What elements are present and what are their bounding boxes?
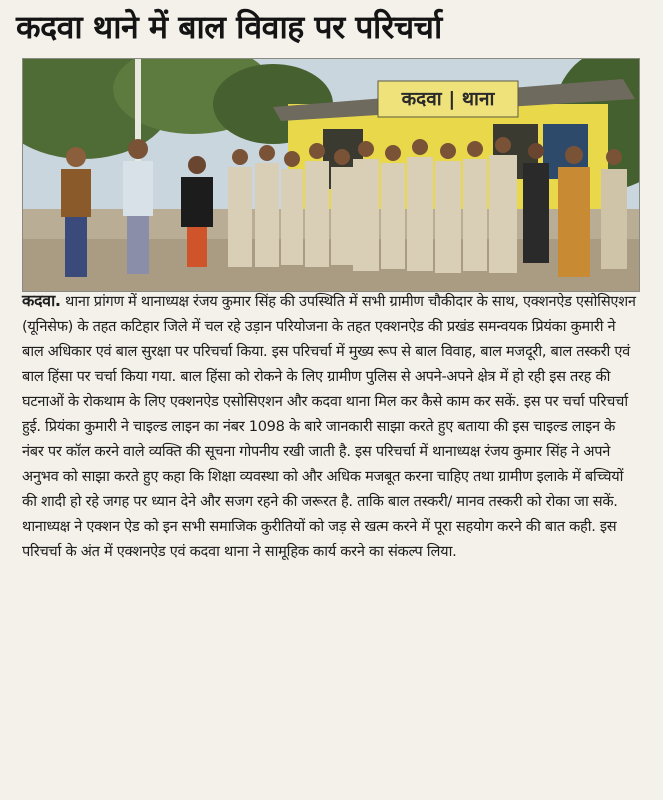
photo-sign-text: कदवा | थाना: [401, 88, 495, 110]
article-body-text: थाना प्रांगण में थानाध्यक्ष रंजय कुमार सिंह की उपस्थिति में सभी ग्रामीण चौकीदार के साथ, एक्शनऐड एसोसिएशन (यूनिसेफ) के तहत कटिहार जिले में चल रहे उड़ान परियोजना के तहत एक्शनऐड की प्रखंड समन्वयक प्रियंका कुमारी ने बाल अधिकार एवं बाल सुरक्षा पर परिचर्चा किया. इस परिचर्चा में मुख्य रूप से बाल विवाह, बाल मजदूरी, बाल तस्करी एवं बाल हिंसा पर चर्चा किया गया. बाल हिंसा को रोकने के लिए ग्रामीण पुलिस से अपने-अपने क्षेत्र में हो रही इस तरह की घटनाओं के रोकथाम के लिए एक्शनऐड एसोसिएशन और कदवा थाना मिल कर कैसे काम कर सकें. इस पर चर्चा परिचर्चा हुई. प्रियंका कुमारी ने चाइल्ड लाइन का नंबर 1098 के बारे जानकारी साझा करते हुए बताया की इस चाइल्ड लाइन के नंबर पर कॉल करने वाले व्यक्ति की सूचना गोपनीय रखी जाती है. इस परिचर्चा में थानाध्यक्ष रंजय कुमार सिंह ने अपने अनुभव को साझा करते हुए कहा कि शिक्षा व्यवस्था को और अधिक मजबूत करना चाहिए तथा ग्रामीण इलाके में बच्चियों की शादी हो रहे जगह पर ध्यान देने और सजग रहने की जरूरत है. ताकि बाल तस्करी/ मानव तस्करी को रोका जा सकें. थानाध्यक्ष ने एक्शन ऐड को इन सभी समाजिक कुरीतियों को जड़ से खत्म करने में पूरा सहयोग करने की बात कही. इस परिचर्चा के अंत में एक्शनऐड एवं कदवा थाना ने सामूहिक कार्य करने का संकल्प लिया.: [22, 293, 636, 560]
news-photo: [22, 58, 640, 292]
dateline: कदवा.: [22, 291, 61, 310]
article-body: [22, 288, 640, 564]
photo-chaukidars: [228, 155, 517, 273]
headline: कदवा थाने में बाल विवाह पर परिचर्चा: [16, 8, 442, 46]
photo-woman-saree: [558, 167, 590, 277]
